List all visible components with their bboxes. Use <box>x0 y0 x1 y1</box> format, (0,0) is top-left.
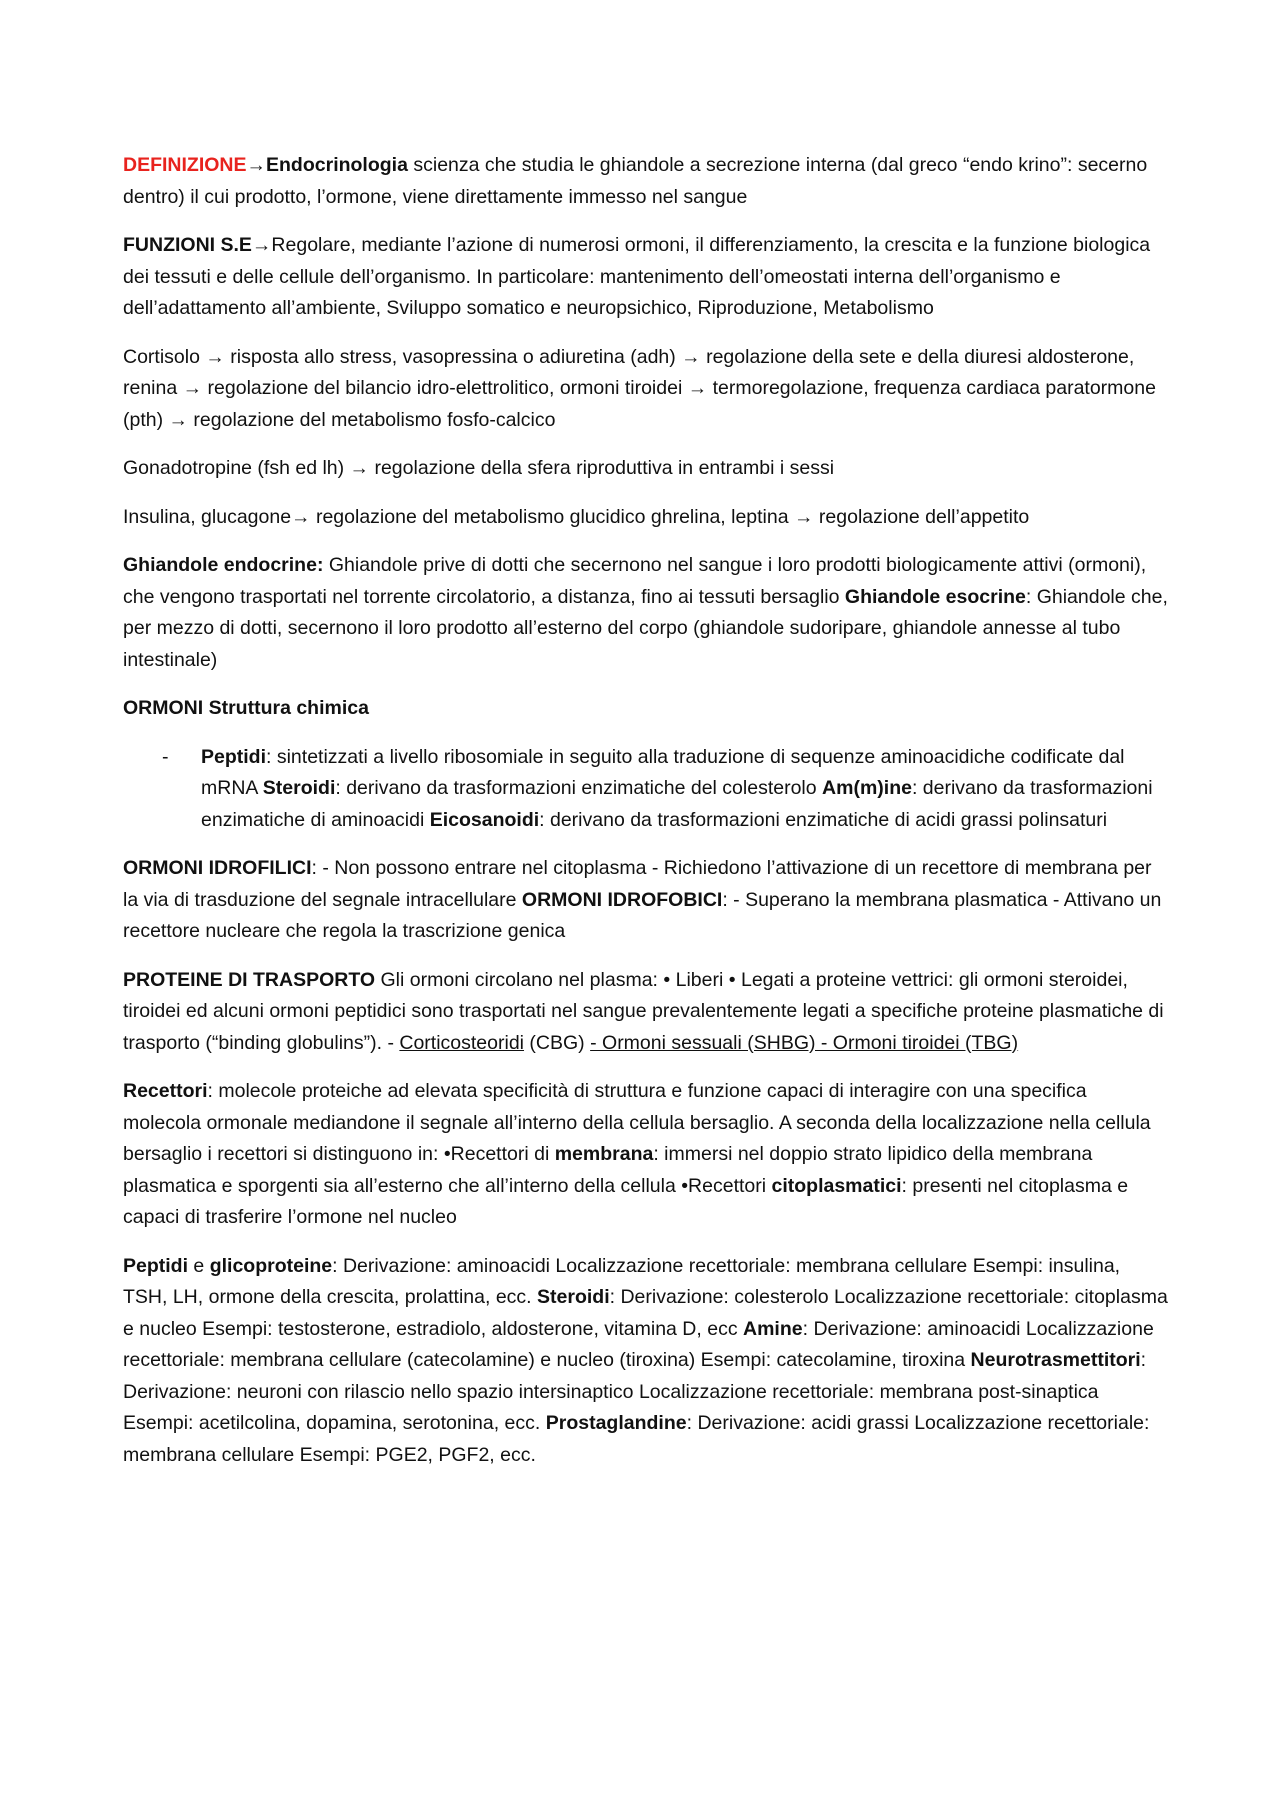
amine-term: Amine <box>743 1317 803 1340</box>
paragraph-definizione <box>123 150 1168 213</box>
neurotrasmettitori-text: : Derivazione: neuroni con rilascio nello spazio intersinaptico Localizzazione recettoriale: membrana post-sinaptica Esempi: acetilcolina, dopamina, serotonina, ecc. <box>123 1349 1147 1434</box>
proteine-trasporto-term: PROTEINE DI TRASPORTO <box>123 968 376 991</box>
connector-text: e <box>188 1254 210 1277</box>
paragraph-proteine-trasporto <box>123 965 1168 1060</box>
paragraph-gonadotropine: Gonadotropine (fsh ed lh) → regolazione della sfera riproduttiva in entrambi i sessi <box>123 457 835 479</box>
paragraph-classificazione <box>123 1251 1168 1472</box>
peptidi-term: Peptidi <box>201 745 267 768</box>
paragraph-funzioni <box>123 230 1168 325</box>
paragraph-insulina: Insulina, glucagone→ regolazione del metabolismo glucidico ghrelina, leptina → regolazione dell’appetito <box>123 505 1030 528</box>
ghiandole-endocrine-term: Ghiandole endocrine: <box>123 554 324 576</box>
list-item <box>123 742 1168 837</box>
proteine-trasporto-text: Gli ormoni circolano nel plasma: • Liberi • Legati a proteine vettrici: gli ormoni steroidei, tiroidei ed alcuni ormoni peptidici sono trasportati nel sangue prevalentemente legati a specifiche proteine plasmatiche di trasporto (“binding globulins”). - <box>123 968 1164 1054</box>
glicoproteine-term: glicoproteine <box>209 1254 333 1277</box>
steroidi-text: : derivano da trasformazioni enzimatiche del colesterolo <box>335 777 823 799</box>
membrana-text: : immersi nel doppio strato lipidico della membrana plasmatica e sporgenti sia all’esterno che all’interno della cellula •Recettori <box>123 1143 1093 1197</box>
funzioni-text: Regolare, mediante l’azione di numerosi ormoni, il differenziamento, la crescita e la funzione biologica dei tessuti e delle cellule dell’organismo. In particolare: mantenimento dell’omeostati interna dell’organismo e dell’adattamento all’ambiente, Sviluppo somatico e neuropsichico, Riproduzione, Metabolismo <box>123 234 1151 319</box>
idrofilici-term: ORMONI IDROFILICI <box>123 857 312 879</box>
paragraph-ormoni-idrofilici <box>123 853 1168 948</box>
prostaglandine-text: : Derivazione: acidi grassi Localizzazione recettoriale: membrana cellulare Esempi: PGE2, PGF2, ecc. <box>123 1412 1150 1466</box>
arrow-icon: → <box>251 234 272 256</box>
funzioni-label: FUNZIONI S.E <box>123 234 252 256</box>
prostaglandine-term: Prostaglandine <box>545 1412 687 1434</box>
recettori-text: : molecole proteiche ad elevata specificità di struttura e funzione capaci di interagire con una specifica molecola ormonale mediandone il segnale all’interno della cellula bersaglio. A seconda della localizzazione nella cellula bersaglio i recettori si distinguono in: •Recettori di <box>123 1080 1151 1165</box>
heading-text: ORMONI Struttura chimica <box>123 697 369 719</box>
ghiandole-esocrine-text: : Ghiandole che, per mezzo di dotti, secernono il loro prodotto all’esterno del corpo (ghiandole sudoripare, ghiandole annesse al tubo intestinale) <box>123 585 1168 671</box>
citoplasmatici-term: citoplasmatici <box>771 1174 902 1197</box>
ghiandole-esocrine-term: Ghiandole esocrine <box>844 585 1026 608</box>
ghiandole-endocrine-text: Ghiandole prive di dotti che secernono nel sangue i loro prodotti biologicamente attivi (ormoni), che vengono trasportati nel torrente circolatorio, a distanza, fino ai tessuti bersaglio <box>123 554 1147 608</box>
arrow-icon: → <box>246 154 267 176</box>
definizione-label: DEFINIZIONE <box>123 154 247 176</box>
peptidi-text: : sintetizzati a livello ribosomiale in seguito alla traduzione di sequenze aminoacidiche codificate dal mRNA <box>201 745 1125 799</box>
membrana-term: membrana <box>554 1143 654 1165</box>
ammine-term: Am(m)ine <box>822 777 912 799</box>
amine-text: : Derivazione: aminoacidi Localizzazione recettoriale: membrana cellulare (catecolamine) e nucleo (tiroxina) Esempi: catecolamine, tiroxina <box>123 1317 1154 1371</box>
definizione-text: scienza che studia le ghiandole a secrezione interna (dal greco “endo krino”: secerno dentro) il cui prodotto, l’ormone, viene direttamente immesso nel sangue <box>123 154 1148 208</box>
paragraph-recettori <box>123 1076 1168 1234</box>
cbg-text: (CBG) <box>524 1031 591 1054</box>
steroidi-term: Steroidi <box>262 777 336 799</box>
ammine-text: : derivano da trasformazioni enzimatiche di aminoacidi <box>201 777 1153 831</box>
endocrinologia-term: Endocrinologia <box>266 154 408 176</box>
heading-ormoni-struttura <box>123 693 1168 725</box>
citoplasmatici-text: : presenti nel citoplasma e capaci di trasferire l’ormone nel nucleo <box>123 1174 1129 1228</box>
steroidi-term: Steroidi <box>537 1286 610 1308</box>
idrofilici-text: : - Non possono entrare nel citoplasma - Richiedono l’attivazione di un recettore di membrana per la via di trasduzione del segnale intracellulare <box>123 857 1152 911</box>
corticosteroidi-underlined: Corticosteoridi <box>399 1031 525 1054</box>
steroidi-text: : Derivazione: colesterolo Localizzazione recettoriale: citoplasma e nucleo Esempi: testosterone, estradiolo, aldosterone, vitamina D, ecc <box>123 1286 1168 1340</box>
neurotrasmettitori-term: Neurotrasmettitori <box>970 1349 1141 1371</box>
recettori-term: Recettori <box>123 1080 208 1102</box>
peptidi-term: Peptidi <box>123 1254 189 1277</box>
eicosanoidi-text: : derivano da trasformazioni enzimatiche di acidi grassi polinsaturi <box>539 808 1108 831</box>
glicoproteine-text: : Derivazione: aminoacidi Localizzazione recettoriale: membrana cellulare Esempi: insulina, TSH, LH, ormone della crescita, prolattina, ecc. <box>123 1254 1121 1308</box>
document-page <box>123 150 1168 1488</box>
idrofobici-text: : - Superano la membrana plasmatica - Attivano un recettore nucleare che regola la trascrizione genica <box>123 888 1162 942</box>
list-dash: - <box>162 745 169 768</box>
eicosanoidi-term: Eicosanoidi <box>429 808 540 831</box>
ormoni-sessuali-underlined: - Ormoni sessuali (SHBG) - Ormoni tiroidei (TBG) <box>590 1031 1019 1054</box>
paragraph-cortisolo: Cortisolo → risposta allo stress, vasopressina o adiuretina (adh) → regolazione della sete e della diuresi aldosterone, renina → regolazione del bilancio idro-elettrolitico, ormoni tiroidei → termoregolazione, frequenza cardiaca paratormone (pth) → regolazione del metabolismo fosfo-calcico <box>123 345 1156 431</box>
idrofobici-term: ORMONI IDROFOBICI <box>521 888 723 911</box>
paragraph-ghiandole <box>123 550 1168 676</box>
